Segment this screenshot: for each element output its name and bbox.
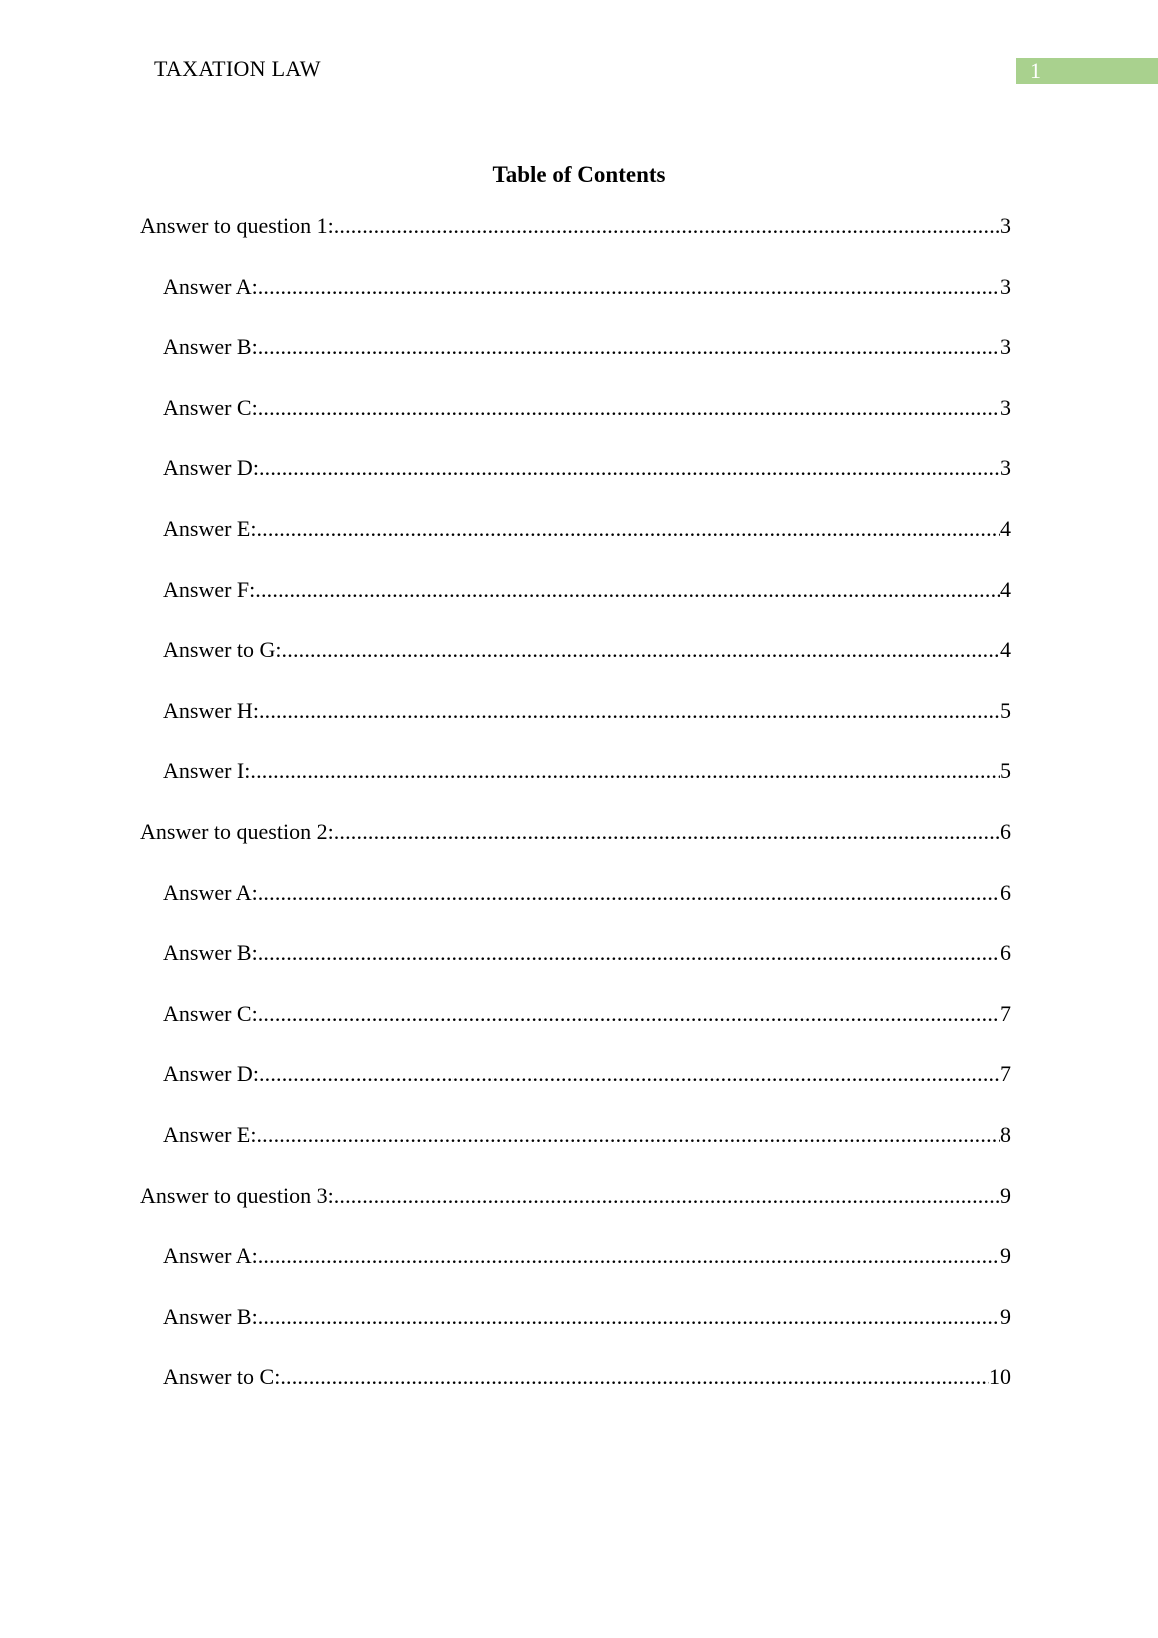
toc-entry-answer[interactable] [163, 695, 1011, 727]
toc-entry-label: Answer F: [163, 576, 256, 602]
page-number-badge [1016, 58, 1158, 84]
toc-dot-leader [258, 1240, 1000, 1272]
toc-dot-leader [250, 755, 1000, 787]
toc-dot-leader [256, 1119, 1000, 1151]
toc-dot-leader [256, 513, 1000, 545]
toc-entry-label: Answer D: [163, 1061, 259, 1087]
toc-dot-leader [258, 877, 1000, 909]
toc-entry-label: Answer to question 3: [140, 1182, 334, 1208]
toc-dot-leader [258, 271, 1000, 303]
toc-entry-label: Answer H: [163, 697, 259, 723]
toc-entry-answer[interactable] [163, 331, 1011, 363]
toc-entry-label: Answer E: [163, 1122, 257, 1147]
toc-dot-leader [255, 574, 1000, 606]
toc-entry-answer[interactable] [163, 998, 1011, 1030]
toc-entry-answer[interactable] [163, 452, 1011, 484]
toc-entry-page-number: 3 [1000, 394, 1011, 420]
toc-entry-answer[interactable] [163, 392, 1011, 424]
toc-entry-answer[interactable] [163, 1058, 1011, 1090]
toc-entry-label: Answer to question 1: [140, 213, 334, 238]
toc-entry-page-number: 7 [1000, 1000, 1011, 1026]
toc-dot-leader [258, 331, 1000, 363]
toc-entry-page-number: 4 [1000, 637, 1011, 663]
toc-entry-label: Answer B: [163, 940, 258, 966]
toc-dot-leader [259, 1058, 1000, 1090]
toc-entry-page-number: 6 [1000, 819, 1011, 844]
toc-entry-page-number: 3 [1000, 213, 1011, 238]
toc-entry-page-number: 9 [1000, 1182, 1011, 1208]
toc-heading: Table of Contents [492, 162, 666, 187]
toc-entry-page-number: 8 [1000, 1122, 1011, 1147]
toc-entry-page-number: 4 [1000, 516, 1011, 541]
toc-entry-answer[interactable] [163, 574, 1011, 606]
toc-entry-label: Answer A: [163, 879, 258, 905]
toc-dot-leader [259, 452, 1000, 484]
toc-dot-leader [258, 1301, 1000, 1333]
toc-entry-page-number: 3 [1000, 455, 1011, 481]
toc-entry-label: Answer B: [163, 334, 258, 360]
toc-entry-answer[interactable] [163, 877, 1011, 909]
toc-dot-leader [258, 998, 1000, 1030]
toc-entry-page-number: 3 [1000, 334, 1011, 360]
toc-entry-answer[interactable] [163, 513, 1011, 545]
toc-dot-leader [259, 695, 1000, 727]
toc-entry-page-number: 9 [1000, 1303, 1011, 1329]
toc-entry-page-number: 6 [1000, 940, 1011, 966]
toc-entry-label: Answer E: [163, 516, 257, 541]
toc-entry-answer[interactable] [163, 937, 1011, 969]
toc-entry-page-number: 3 [1000, 273, 1011, 299]
toc-entry-answer[interactable] [163, 755, 1011, 787]
toc-entry-answer[interactable] [163, 1361, 1011, 1393]
toc-entry-page-number: 9 [1000, 1243, 1011, 1269]
toc-dot-leader [258, 937, 1000, 969]
page-number: 1 [1030, 58, 1041, 83]
toc-entry-question[interactable] [140, 816, 1011, 848]
toc-dot-leader [282, 634, 1000, 666]
toc-entry-answer[interactable] [163, 634, 1011, 666]
toc-dot-leader [334, 210, 1000, 242]
toc-entry-label: Answer B: [163, 1303, 258, 1329]
toc-entry-label: Answer I: [163, 758, 251, 784]
toc-entry-label: Answer to C: [163, 1364, 281, 1390]
toc-entry-page-number: 5 [1000, 758, 1011, 784]
toc-entry-label: Answer to question 2: [140, 819, 334, 844]
toc-entry-page-number: 4 [1000, 576, 1011, 602]
toc-entry-label: Answer to G: [163, 637, 282, 663]
toc-dot-leader [334, 816, 1000, 848]
toc-dot-leader [280, 1361, 989, 1393]
toc-entry-label: Answer C: [163, 394, 258, 420]
toc-entry-answer[interactable] [163, 1240, 1011, 1272]
running-header-title: TAXATION LAW [154, 56, 321, 81]
toc-entry-page-number: 7 [1000, 1061, 1011, 1087]
toc-dot-leader [258, 392, 1000, 424]
toc-entry-label: Answer A: [163, 273, 258, 299]
toc-entry-label: Answer C: [163, 1000, 258, 1026]
toc-entry-label: Answer D: [163, 455, 259, 481]
toc-entry-question[interactable] [140, 210, 1011, 242]
toc-entry-question[interactable] [140, 1180, 1011, 1212]
toc-entry-page-number: 5 [1000, 697, 1011, 723]
toc-dot-leader [334, 1180, 1000, 1212]
toc-entry-page-number: 6 [1000, 879, 1011, 905]
toc-entry-answer[interactable] [163, 1301, 1011, 1333]
toc-entry-label: Answer A: [163, 1243, 258, 1269]
toc-entry-page-number: 10 [989, 1364, 1011, 1390]
toc-entry-answer[interactable] [163, 271, 1011, 303]
toc-entry-answer[interactable] [163, 1119, 1011, 1151]
